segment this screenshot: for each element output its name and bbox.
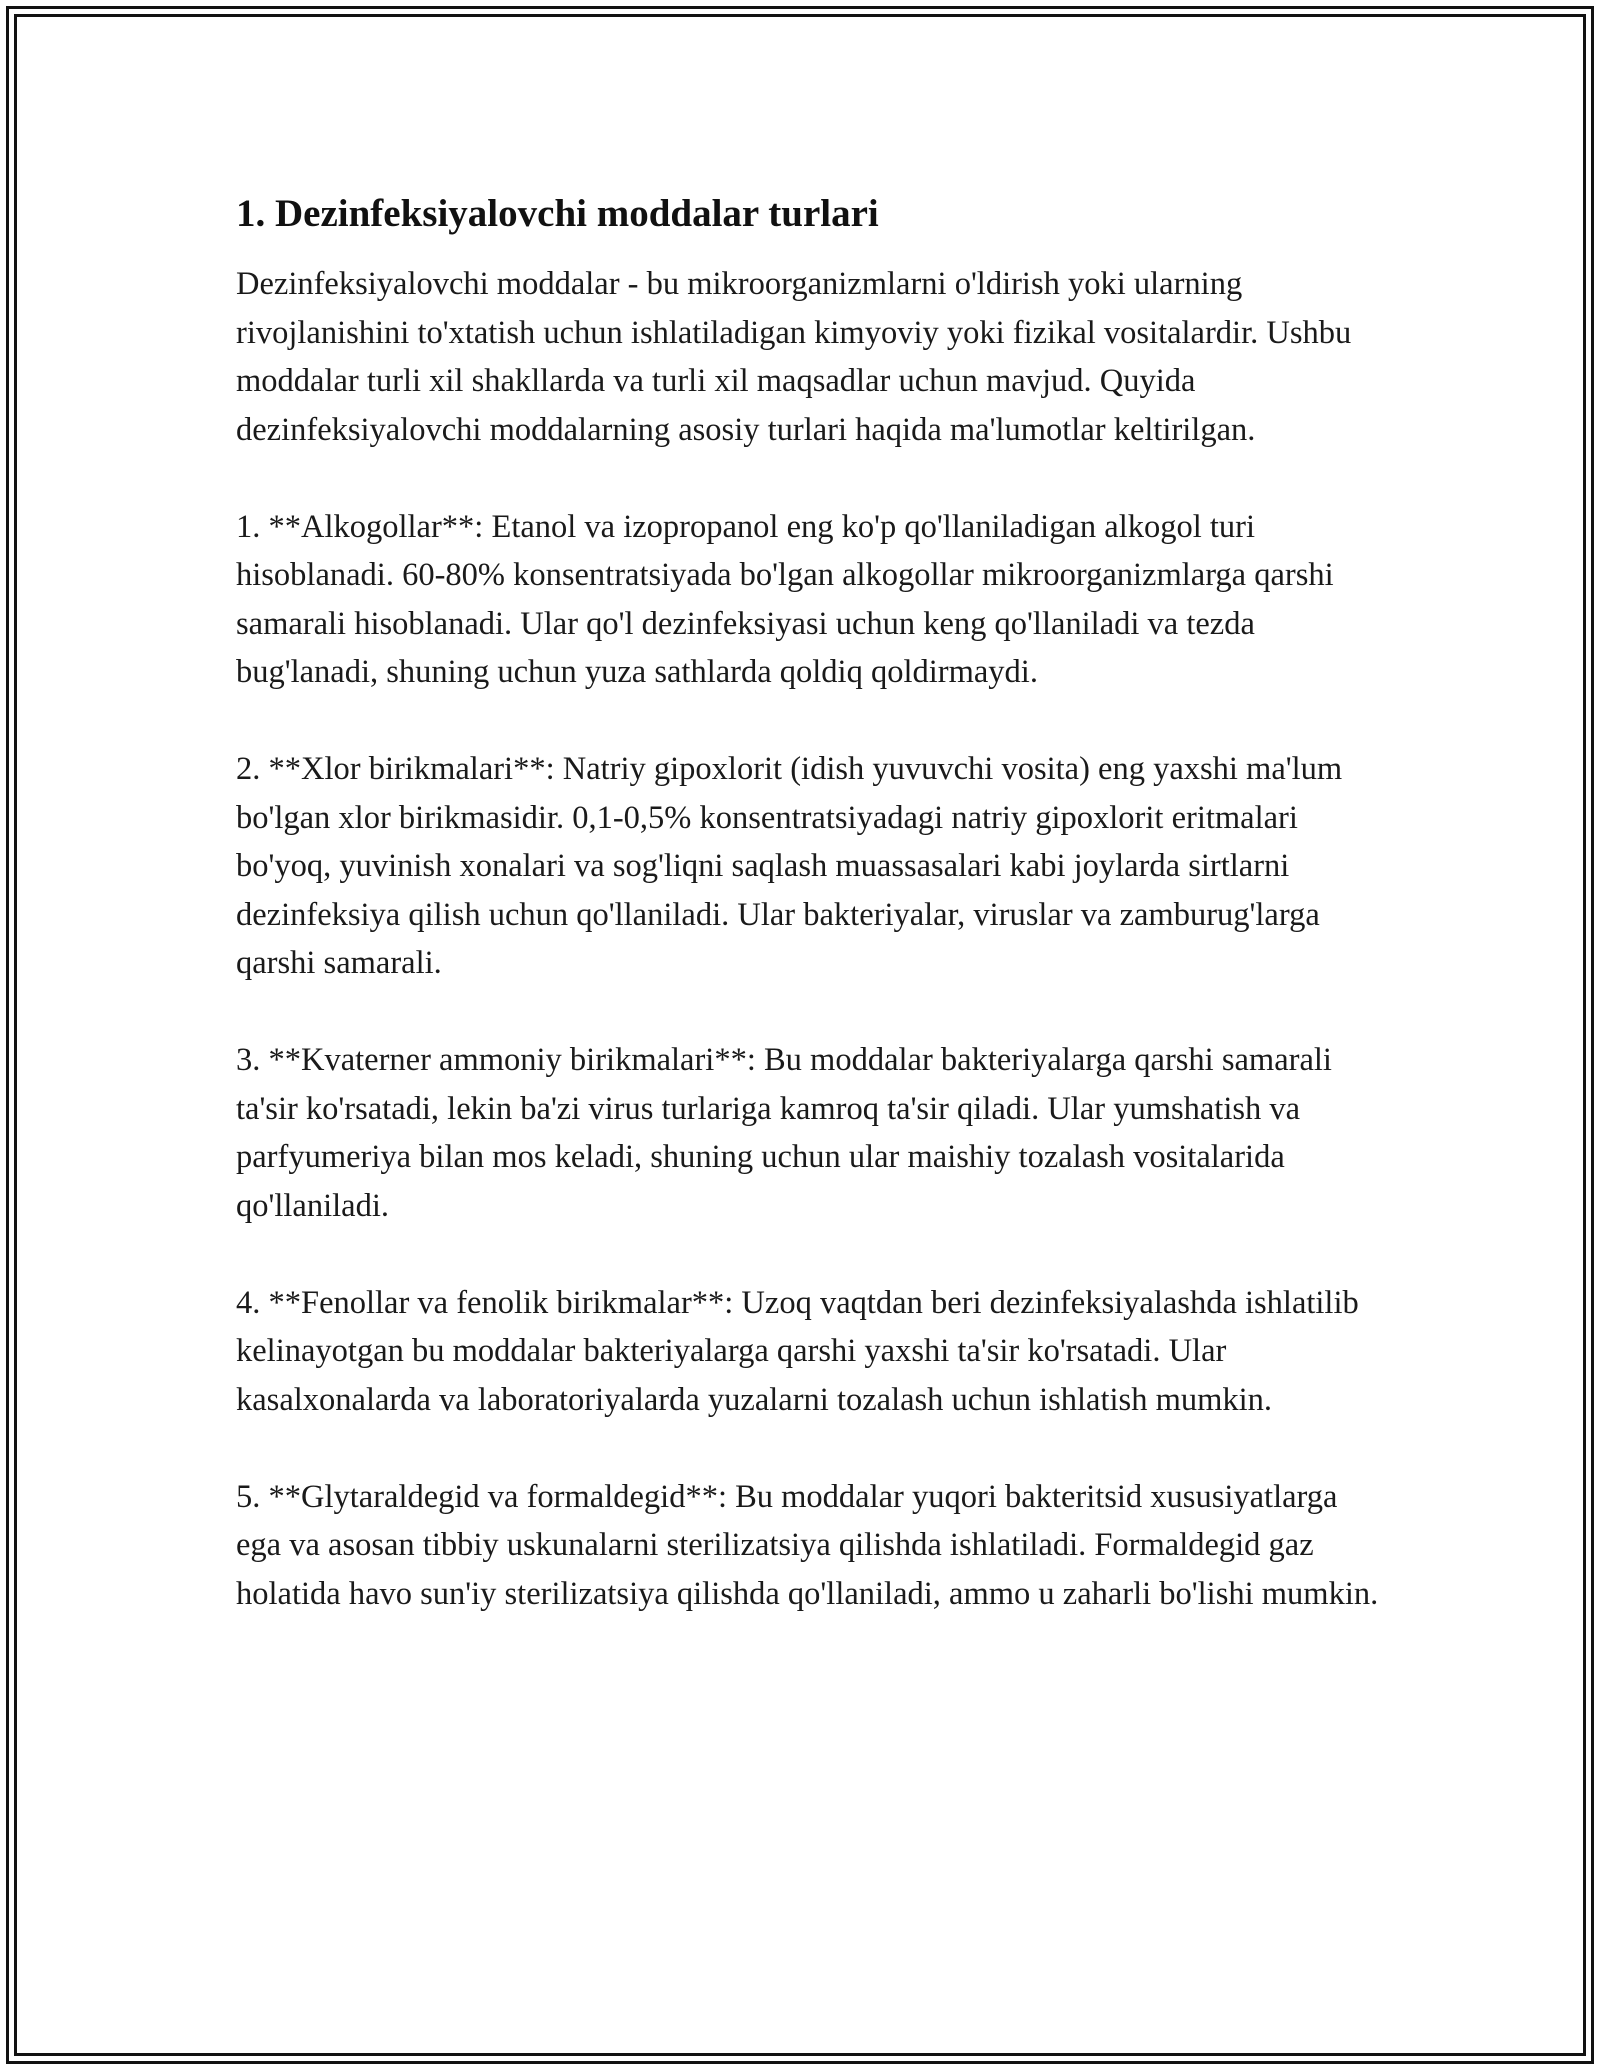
paragraph-kvaterner-ammoniy: 3. **Kvaterner ammoniy birikmalari**: Bu moddalar bakteriyalarga qarshi samarali ta'sir ko'rsatadi, lekin ba'zi virus turlariga kamroq ta'sir qiladi. Ular yumshatish va parfyumeriya bilan mos keladi, shuning uchun ular maishiy tozalash vositalarida qo'llaniladi. bbox=[236, 1042, 1332, 1224]
document-body bbox=[236, 188, 1386, 1667]
paragraph-xlor-birikmalari: 2. **Xlor birikmalari**: Natriy gipoxlorit (idish yuvuvchi vosita) eng yaxshi ma'lum bo'lgan xlor birikmasidir. 0,1-0,5% konsentratsiyadagi natriy gipoxlorit eritmalari bo'yoq, yuvinish xonalari va sog'liqni saqlash muassasalari kabi joylarda sirtlarni dezinfeksiya qilish uchun qo'llaniladi. Ular bakteriyalar, viruslar va zamburug'larga qarshi samarali. bbox=[236, 751, 1343, 981]
paragraph-fenollar: 4. **Fenollar va fenolik birikmalar**: Uzoq vaqtdan beri dezinfeksiyalashda ishlatilib kelinayotgan bu moddalar bakteriyalarga qarshi yaxshi ta'sir ko'rsatadi. Ular kasalxonalarda va laboratoriyalarda yuzalarni tozalash uchun ishlatish mumkin. bbox=[236, 1284, 1359, 1418]
intro-paragraph: Dezinfeksiyalovchi moddalar - bu mikroorganizmlarni o'ldirish yoki ularning rivojlanishini to'xtatish uchun ishlatiladigan kimyoviy yoki fizikal vositalardir. Ushbu moddalar turli xil shakllarda va turli xil maqsadlar uchun mavjud. Quyida dezinfeksiyalovchi moddalarning asosiy turlari haqida ma'lumotlar keltirilgan. bbox=[236, 266, 1352, 448]
section-title: 1. Dezinfeksiyalovchi moddalar turlari bbox=[236, 192, 879, 235]
paragraph-alkogollar: 1. **Alkogollar**: Etanol va izopropanol eng ko'p qo'llaniladigan alkogol turi hisoblanadi. 60-80% konsentratsiyada bo'lgan alkogollar mikroorganizmlarga qarshi samarali hisoblanadi. Ular qo'l dezinfeksiyasi uchun keng qo'llaniladi va tezda bug'lanadi, shuning uchun yuza sathlarda qoldiq qoldirmaydi. bbox=[236, 508, 1334, 690]
paragraph-glytaraldegid: 5. **Glytaraldegid va formaldegid**: Bu moddalar yuqori bakteritsid xususiyatlarga ega va asosan tibbiy uskunalarni sterilizatsiya qilishda ishlatiladi. Formaldegid gaz holatida havo sun'iy sterilizatsiya qilishda qo'llaniladi, ammo u zaharli bo'lishi mumkin. bbox=[236, 1478, 1379, 1612]
